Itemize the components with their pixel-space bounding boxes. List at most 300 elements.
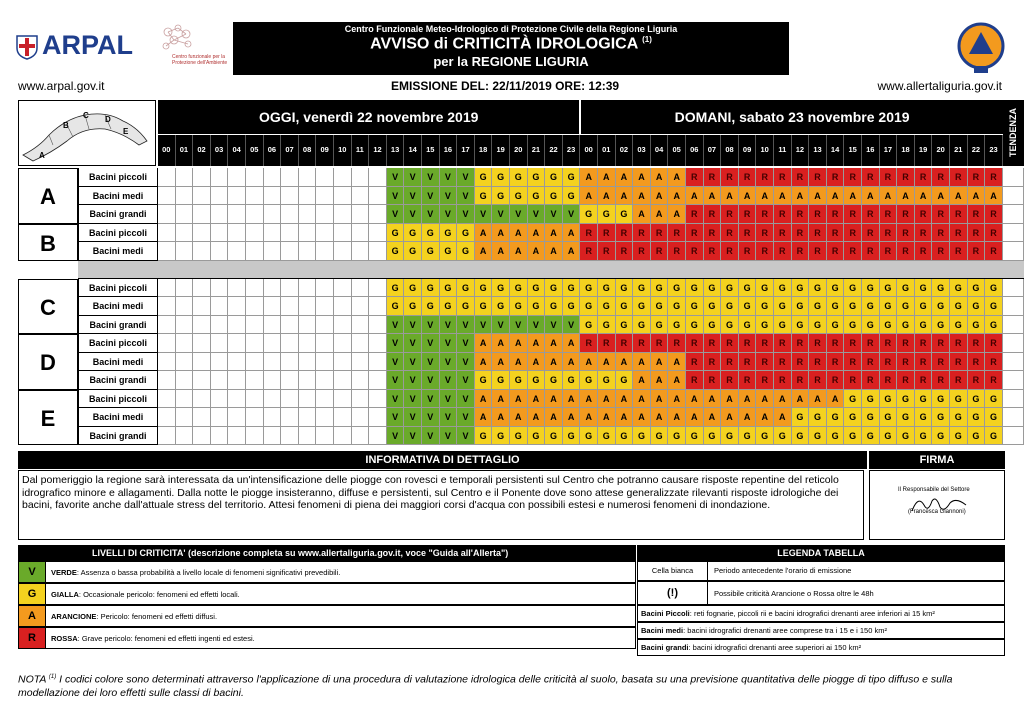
level-cell: G bbox=[668, 297, 686, 316]
level-cell: R bbox=[809, 242, 827, 261]
level-cell: A bbox=[651, 390, 669, 409]
allertaliguria-url[interactable]: www.allertaliguria.gov.it bbox=[877, 79, 1002, 93]
level-cell: A bbox=[668, 353, 686, 372]
legend-key-grandi: Bacini grandi bbox=[641, 643, 689, 652]
level-cell: G bbox=[756, 427, 774, 446]
level-cell: G bbox=[809, 297, 827, 316]
level-cell: A bbox=[510, 224, 528, 243]
level-cell bbox=[334, 353, 352, 372]
level-cell: G bbox=[756, 297, 774, 316]
level-cell: G bbox=[422, 242, 440, 261]
level-cell: G bbox=[422, 279, 440, 298]
level-cell: V bbox=[404, 427, 422, 446]
level-cell: A bbox=[616, 187, 634, 206]
level-cell: G bbox=[598, 279, 616, 298]
level-cell: R bbox=[756, 168, 774, 187]
hour-cell: 11 bbox=[774, 135, 792, 166]
level-cell: R bbox=[985, 371, 1003, 390]
level-desc: : Grave pericolo: fenomeni ed effetti ingenti ed estesi. bbox=[77, 634, 255, 643]
level-cell: A bbox=[475, 334, 493, 353]
level-cell bbox=[299, 279, 317, 298]
hour-cell: 13 bbox=[809, 135, 827, 166]
level-cell: R bbox=[915, 371, 933, 390]
legend-row-grandi bbox=[637, 639, 1005, 656]
level-cell: A bbox=[668, 390, 686, 409]
level-cell: V bbox=[440, 334, 458, 353]
level-cell: A bbox=[721, 408, 739, 427]
level-cell: G bbox=[897, 297, 915, 316]
level-cell: R bbox=[616, 334, 634, 353]
level-cell: G bbox=[510, 187, 528, 206]
level-cell: R bbox=[932, 224, 950, 243]
level-cell: R bbox=[598, 224, 616, 243]
level-cell bbox=[211, 334, 229, 353]
trend-cell bbox=[1003, 353, 1024, 372]
level-cell: G bbox=[475, 187, 493, 206]
level-cell bbox=[158, 187, 176, 206]
level-cell bbox=[299, 205, 317, 224]
level-cell: R bbox=[668, 242, 686, 261]
level-cell bbox=[369, 371, 387, 390]
arpal-url[interactable]: www.arpal.gov.it bbox=[18, 79, 105, 93]
level-cell: A bbox=[756, 187, 774, 206]
level-cell: A bbox=[774, 408, 792, 427]
level-cell: A bbox=[756, 390, 774, 409]
level-cell: G bbox=[915, 427, 933, 446]
level-cell bbox=[352, 168, 370, 187]
level-cell: R bbox=[985, 242, 1003, 261]
hour-cell: 18 bbox=[897, 135, 915, 166]
level-cell: R bbox=[774, 353, 792, 372]
level-cell: R bbox=[651, 242, 669, 261]
level-cell bbox=[158, 316, 176, 335]
region-map bbox=[18, 100, 156, 166]
hour-cell: 12 bbox=[369, 135, 387, 166]
level-cell: G bbox=[704, 316, 722, 335]
level-cell: G bbox=[774, 297, 792, 316]
level-cell: R bbox=[721, 168, 739, 187]
legend-val-medi: : bacini idrografici drenanti aree comprese tra i 15 e i 150 km² bbox=[683, 626, 887, 635]
level-cell: V bbox=[457, 187, 475, 206]
map-label-c: C bbox=[83, 111, 89, 120]
level-cell: G bbox=[739, 297, 757, 316]
level-desc: : Pericolo: fenomeni ed effetti diffusi. bbox=[96, 612, 218, 621]
level-cell: G bbox=[721, 297, 739, 316]
level-cell: V bbox=[475, 205, 493, 224]
level-cell: R bbox=[932, 334, 950, 353]
legend-val-grandi: : bacini idrografici drenanti aree superiori ai 150 km² bbox=[688, 643, 862, 652]
level-cell bbox=[334, 390, 352, 409]
legend-key-cella-bianca: Cella bianca bbox=[638, 562, 708, 580]
basin-label: Bacini medi bbox=[78, 408, 158, 427]
level-cell: V bbox=[440, 390, 458, 409]
level-cell: G bbox=[580, 205, 598, 224]
level-cell bbox=[281, 279, 299, 298]
level-cell: G bbox=[580, 316, 598, 335]
level-cell bbox=[193, 390, 211, 409]
hour-cell: 19 bbox=[492, 135, 510, 166]
hour-cell: 18 bbox=[475, 135, 493, 166]
separator-band bbox=[78, 261, 1024, 279]
level-cell: G bbox=[932, 427, 950, 446]
level-cell: R bbox=[862, 168, 880, 187]
basin-label: Bacini piccoli bbox=[78, 168, 158, 187]
level-cell: G bbox=[932, 390, 950, 409]
level-cell: V bbox=[404, 187, 422, 206]
level-cell bbox=[193, 371, 211, 390]
zone-letter-c: C bbox=[18, 279, 78, 335]
level-cell: G bbox=[809, 279, 827, 298]
level-cell: G bbox=[440, 224, 458, 243]
title-main: AVVISO di CRITICITÀ IDROLOGICA bbox=[370, 35, 638, 53]
level-cell: G bbox=[932, 408, 950, 427]
hour-cell: 07 bbox=[704, 135, 722, 166]
level-desc: : Assenza o bassa probabilità a livello locale di fenomeni significativi prevedibili. bbox=[76, 568, 341, 577]
level-cell: R bbox=[862, 353, 880, 372]
level-cell bbox=[264, 427, 282, 446]
level-cell: A bbox=[721, 390, 739, 409]
level-cell: R bbox=[756, 371, 774, 390]
level-cell: R bbox=[704, 168, 722, 187]
level-cell: A bbox=[510, 390, 528, 409]
level-cell: G bbox=[440, 297, 458, 316]
level-cell: G bbox=[721, 279, 739, 298]
hour-cell: 11 bbox=[352, 135, 370, 166]
level-cell: R bbox=[950, 371, 968, 390]
level-cell: R bbox=[880, 334, 898, 353]
level-cell: A bbox=[510, 353, 528, 372]
level-cell: V bbox=[440, 168, 458, 187]
level-cell: A bbox=[633, 187, 651, 206]
level-cell bbox=[264, 297, 282, 316]
level-cell: G bbox=[880, 279, 898, 298]
level-cell: R bbox=[844, 224, 862, 243]
level-cell bbox=[369, 224, 387, 243]
level-cell: V bbox=[404, 334, 422, 353]
level-cell: G bbox=[440, 279, 458, 298]
level-cell: A bbox=[950, 187, 968, 206]
level-cell: G bbox=[827, 297, 845, 316]
level-cell: G bbox=[616, 205, 634, 224]
level-cell: A bbox=[492, 334, 510, 353]
level-cell: G bbox=[844, 408, 862, 427]
level-cell bbox=[228, 205, 246, 224]
level-cell: R bbox=[880, 205, 898, 224]
level-cell: A bbox=[510, 408, 528, 427]
level-cell bbox=[211, 297, 229, 316]
level-cell bbox=[334, 427, 352, 446]
level-cell: R bbox=[739, 168, 757, 187]
level-cell bbox=[228, 334, 246, 353]
level-cell bbox=[281, 224, 299, 243]
level-cell: G bbox=[651, 316, 669, 335]
level-cell: V bbox=[422, 316, 440, 335]
level-cell bbox=[281, 205, 299, 224]
trend-cell bbox=[1003, 279, 1024, 298]
hour-cell: 10 bbox=[756, 135, 774, 166]
level-cell: R bbox=[950, 224, 968, 243]
legend-row-note bbox=[637, 581, 1005, 605]
level-cell bbox=[228, 224, 246, 243]
level-cell bbox=[193, 187, 211, 206]
level-cell: R bbox=[704, 371, 722, 390]
level-cell bbox=[334, 279, 352, 298]
level-cell bbox=[316, 224, 334, 243]
levels-header: LIVELLI DI CRITICITA' (descrizione completa su www.allertaliguria.gov.it, voce "Guida all'Allerta") bbox=[18, 545, 636, 561]
level-cell bbox=[158, 334, 176, 353]
level-cell: G bbox=[968, 279, 986, 298]
level-cell bbox=[369, 168, 387, 187]
level-cell bbox=[352, 427, 370, 446]
level-cell: R bbox=[809, 168, 827, 187]
level-cell: G bbox=[633, 279, 651, 298]
level-cell bbox=[334, 408, 352, 427]
level-cell bbox=[246, 353, 264, 372]
level-cell: G bbox=[563, 371, 581, 390]
level-cell: G bbox=[475, 371, 493, 390]
level-cell: G bbox=[404, 224, 422, 243]
level-cell bbox=[264, 224, 282, 243]
level-cell: A bbox=[528, 224, 546, 243]
level-cell bbox=[211, 168, 229, 187]
level-cell: R bbox=[721, 242, 739, 261]
level-cell: A bbox=[598, 408, 616, 427]
level-cell: G bbox=[862, 427, 880, 446]
level-cell: G bbox=[897, 316, 915, 335]
level-cell: G bbox=[563, 279, 581, 298]
level-cell bbox=[316, 316, 334, 335]
hour-cell: 00 bbox=[158, 135, 176, 166]
level-cell bbox=[299, 316, 317, 335]
dpc-logo bbox=[158, 24, 236, 74]
level-cell bbox=[316, 353, 334, 372]
zone-letter-b: B bbox=[18, 224, 78, 261]
level-cell: G bbox=[563, 297, 581, 316]
level-cell: G bbox=[985, 427, 1003, 446]
level-cell: A bbox=[545, 334, 563, 353]
level-cell: G bbox=[492, 297, 510, 316]
level-cell: A bbox=[598, 168, 616, 187]
level-cell: G bbox=[387, 224, 405, 243]
level-cell: V bbox=[440, 408, 458, 427]
basin-label: Bacini medi bbox=[78, 242, 158, 261]
level-cell: V bbox=[404, 371, 422, 390]
level-cell bbox=[281, 334, 299, 353]
level-cell: A bbox=[563, 224, 581, 243]
level-cell bbox=[193, 297, 211, 316]
level-cell bbox=[228, 427, 246, 446]
level-cell: G bbox=[457, 242, 475, 261]
level-cell: G bbox=[792, 408, 810, 427]
level-row-arancione bbox=[18, 605, 636, 627]
level-cell bbox=[299, 187, 317, 206]
level-cell: G bbox=[880, 390, 898, 409]
level-cell bbox=[316, 371, 334, 390]
level-cell bbox=[352, 408, 370, 427]
level-cell: G bbox=[528, 187, 546, 206]
level-cell: A bbox=[651, 408, 669, 427]
level-cell: A bbox=[668, 187, 686, 206]
level-cell bbox=[158, 371, 176, 390]
trend-cell bbox=[1003, 297, 1024, 316]
level-cell: V bbox=[440, 371, 458, 390]
level-cell: G bbox=[915, 316, 933, 335]
level-cell: A bbox=[492, 224, 510, 243]
level-cell: G bbox=[633, 427, 651, 446]
level-cell: G bbox=[510, 168, 528, 187]
level-cell: G bbox=[704, 279, 722, 298]
level-cell bbox=[193, 316, 211, 335]
level-cell: R bbox=[915, 353, 933, 372]
legend-val-note: Possibile criticità Arancione o Rossa oltre le 48h bbox=[714, 589, 874, 598]
level-cell: R bbox=[985, 168, 1003, 187]
level-cell: G bbox=[422, 224, 440, 243]
level-cell bbox=[228, 390, 246, 409]
level-cell bbox=[193, 334, 211, 353]
level-cell: G bbox=[862, 408, 880, 427]
level-cell: R bbox=[704, 334, 722, 353]
hour-cell: 01 bbox=[598, 135, 616, 166]
level-cell bbox=[334, 334, 352, 353]
trend-cell bbox=[1003, 187, 1024, 206]
level-cell bbox=[246, 390, 264, 409]
hour-cell: 22 bbox=[545, 135, 563, 166]
level-cell: G bbox=[598, 297, 616, 316]
level-cell bbox=[228, 316, 246, 335]
level-cell: G bbox=[915, 279, 933, 298]
level-name: ARANCIONE bbox=[51, 612, 97, 621]
level-cell: R bbox=[950, 168, 968, 187]
level-cell bbox=[334, 371, 352, 390]
level-cell: R bbox=[932, 371, 950, 390]
level-cell: V bbox=[440, 205, 458, 224]
map-label-e: E bbox=[123, 127, 129, 136]
title-box bbox=[233, 22, 789, 75]
level-cell: G bbox=[563, 427, 581, 446]
level-cell: R bbox=[756, 205, 774, 224]
level-cell: A bbox=[809, 390, 827, 409]
hour-cell: 06 bbox=[264, 135, 282, 166]
level-cell bbox=[176, 334, 194, 353]
trend-cell bbox=[1003, 371, 1024, 390]
hour-cell: 21 bbox=[528, 135, 546, 166]
level-cell bbox=[158, 224, 176, 243]
level-cell: R bbox=[897, 371, 915, 390]
level-cell: R bbox=[774, 371, 792, 390]
level-cell bbox=[352, 297, 370, 316]
hour-cell: 00 bbox=[580, 135, 598, 166]
level-cell: R bbox=[897, 205, 915, 224]
level-cell bbox=[352, 205, 370, 224]
detail-text: Dal pomeriggio la regione sarà interessata da un'intensificazione delle piogge con rovesci e temporali persistenti sul Centro che potranno causare risposte repentine del reticolo idrografico minore e allagamenti. Dalla notte le piogge insisteranno, diffuse e persistenti, sul Centro e il Ponente dove sono attese generalizzate rilevanti risposte idrologiche dei bacini, favorite anche dall'attuale stress del territorio. Attesi fenomeni di piena dei maggiori corsi d'acqua con possibili estesi e numerosi fenomeni di inondazione. bbox=[18, 470, 864, 540]
level-cell bbox=[316, 390, 334, 409]
level-cell: G bbox=[827, 316, 845, 335]
level-cell bbox=[281, 390, 299, 409]
level-cell: G bbox=[985, 316, 1003, 335]
hour-cell: 05 bbox=[668, 135, 686, 166]
level-cell: G bbox=[545, 297, 563, 316]
level-cell: G bbox=[528, 168, 546, 187]
basin-label: Bacini medi bbox=[78, 353, 158, 372]
level-cell: A bbox=[510, 334, 528, 353]
basin-label: Bacini grandi bbox=[78, 316, 158, 335]
level-cell: G bbox=[915, 390, 933, 409]
level-cell: R bbox=[932, 353, 950, 372]
level-cell: A bbox=[651, 371, 669, 390]
level-cell: V bbox=[422, 334, 440, 353]
level-cell bbox=[352, 371, 370, 390]
level-cell: G bbox=[404, 297, 422, 316]
hour-cell: 01 bbox=[176, 135, 194, 166]
level-cell bbox=[193, 427, 211, 446]
level-cell: R bbox=[686, 224, 704, 243]
level-cell bbox=[228, 371, 246, 390]
level-cell: G bbox=[774, 279, 792, 298]
level-cell bbox=[316, 279, 334, 298]
level-cell: G bbox=[528, 371, 546, 390]
level-cell: V bbox=[404, 168, 422, 187]
level-cell: G bbox=[721, 316, 739, 335]
level-name: VERDE bbox=[51, 568, 77, 577]
level-cell: G bbox=[668, 279, 686, 298]
level-cell bbox=[158, 297, 176, 316]
legend-val-piccoli: : reti fognarie, piccoli rii e bacini idrografici drenanti aree inferiori ai 15 km² bbox=[689, 609, 935, 618]
level-cell bbox=[316, 297, 334, 316]
level-cell: G bbox=[545, 371, 563, 390]
level-cell: A bbox=[633, 371, 651, 390]
basin-label: Bacini piccoli bbox=[78, 334, 158, 353]
level-cell: G bbox=[492, 168, 510, 187]
criticality-grid bbox=[18, 100, 1018, 446]
hour-cell: 13 bbox=[387, 135, 405, 166]
level-cell: A bbox=[528, 334, 546, 353]
level-cell: R bbox=[880, 168, 898, 187]
level-cell bbox=[246, 205, 264, 224]
level-cell: G bbox=[968, 316, 986, 335]
level-cell bbox=[158, 205, 176, 224]
level-cell: G bbox=[809, 316, 827, 335]
level-cell: G bbox=[880, 408, 898, 427]
level-cell: G bbox=[404, 242, 422, 261]
basin-label: Bacini piccoli bbox=[78, 390, 158, 409]
level-cell: G bbox=[686, 279, 704, 298]
hour-cell: 03 bbox=[211, 135, 229, 166]
level-cell bbox=[316, 334, 334, 353]
level-cell: A bbox=[563, 390, 581, 409]
level-cell: G bbox=[932, 316, 950, 335]
level-cell: R bbox=[950, 353, 968, 372]
level-cell: R bbox=[792, 168, 810, 187]
level-cell: V bbox=[422, 205, 440, 224]
level-cell: V bbox=[422, 168, 440, 187]
level-cell: A bbox=[528, 390, 546, 409]
level-cell: R bbox=[739, 242, 757, 261]
basin-label: Bacini grandi bbox=[78, 371, 158, 390]
level-cell: V bbox=[387, 168, 405, 187]
level-cell: R bbox=[950, 205, 968, 224]
level-cell: R bbox=[862, 334, 880, 353]
nota bbox=[18, 671, 1006, 700]
level-cell bbox=[281, 316, 299, 335]
level-cell: R bbox=[915, 205, 933, 224]
level-cell: R bbox=[968, 168, 986, 187]
day-header-tomorrow: DOMANI, sabato 23 novembre 2019 bbox=[581, 100, 1002, 134]
level-cell bbox=[228, 297, 246, 316]
level-cell: V bbox=[457, 334, 475, 353]
level-cell: R bbox=[739, 353, 757, 372]
level-cell: V bbox=[528, 316, 546, 335]
level-cell: V bbox=[457, 316, 475, 335]
